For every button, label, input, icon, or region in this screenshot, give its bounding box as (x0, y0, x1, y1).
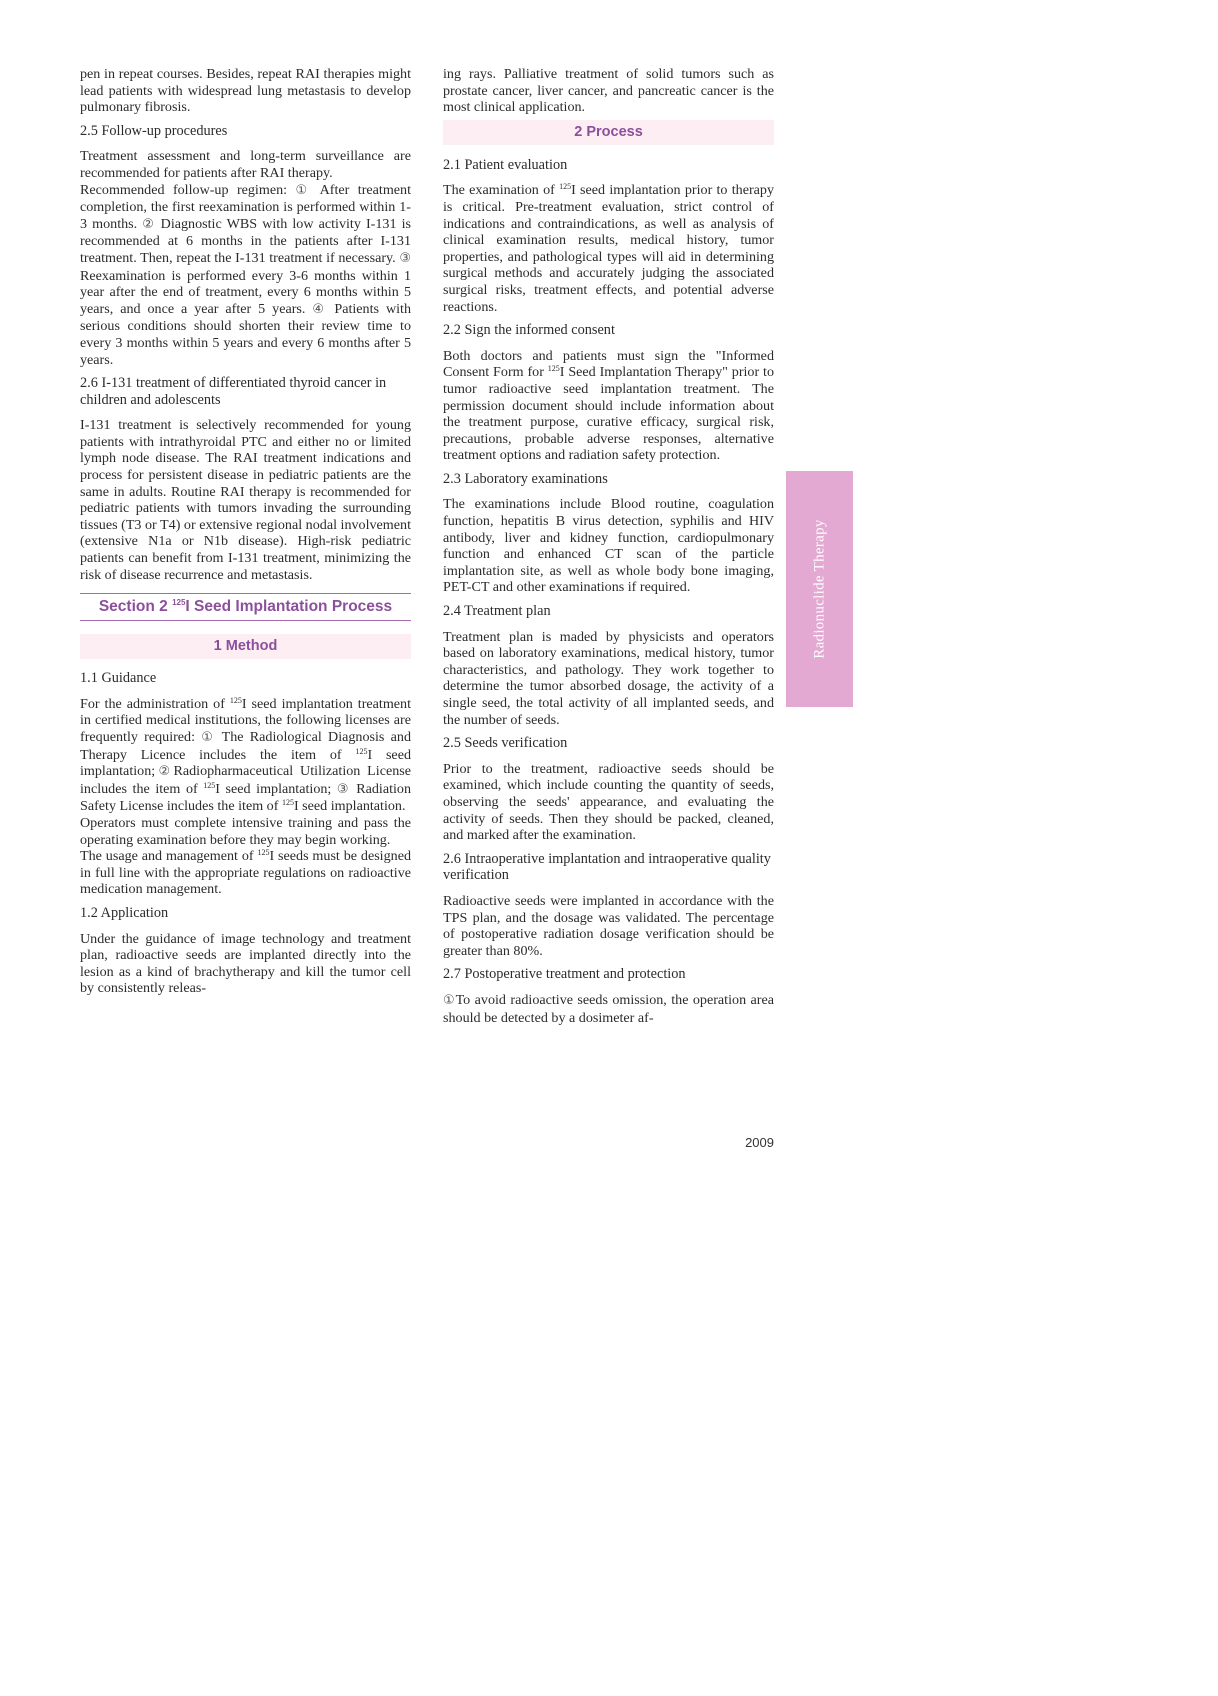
paragraph-intraoperative-implantation: Radioactive seeds were implanted in accordance with the TPS plan, and the dosage was validated. The percentage of postoperative radiation dosage verification should be greater than 80%. (443, 892, 774, 959)
circled-number-1: ① (443, 992, 456, 1008)
heading-treatment-plan: 2.4 Treatment plan (443, 603, 551, 620)
heading-postoperative-treatment: 2.7 Postoperative treatment and protection (443, 966, 686, 983)
heading-application: 1.2 Application (80, 904, 169, 921)
paragraph-continuation: pen in repeat courses. Besides, repeat RAI therapies might lead patients with widespread lung metastasis to develop pulmonary fibrosis. (80, 66, 411, 116)
paragraph-continuation-right: ing rays. Palliative treatment of solid tumors such as prostate cancer, liver cancer, and pancreatic cancer is the most clinical application. (443, 66, 774, 116)
side-tab-label: Radionuclide Therapy (811, 519, 827, 659)
paragraph-patient-evaluation: The examination of $^{125}$I seed implantation prior to therapy is critical. Pre-treatment evaluation, strict control of indications and contraindications, as well as analysis of clinical examination results, medical history, tumor properties, and pathological types will aid in determining surgical methods and accurately judging the associated surgical risks, treatment effects, and potential adverse reactions. (443, 182, 775, 315)
paragraph-guidance-management: The usage and management of $^{125}$I seeds must be designed in full line with the appropriate regulations on radioactive medication management. (80, 848, 411, 898)
circled-number-4: ④ (312, 301, 328, 317)
circled-number-2: ② (142, 216, 156, 232)
paragraph-guidance-training: Operators must complete intensive training and pass the operating examination before they may begin working. (80, 814, 411, 848)
paragraph-guidance-licenses: For the administration of $^{125}$I seed implantation treatment in certified medical institutions, the following licenses are frequently required: ① The Radiological Diagnosis and Therapy Licence includes the item of $^{125}$I seed implantation;②Radiopharmaceutical Utilization License includes the item of $^{125}$I seed implantation; ③ Radiation Safety License includes the item of $^{125}$I seed implantation. (80, 695, 412, 815)
paragraph-follow-up-regimen: Recommended follow-up regimen: ① After treatment completion, the first reexamination is performed within 1-3 months. ② Diagnostic WBS with low activity I-131 is recommended at 6 months in the patients after I-131 treatment. Then, repeat the I-131 treatment if necessary. ③ Reexamination is performed every 3-6 months within 1 year after the end of treatment, every 6 months within 5 years, and once a year after 5 years. ④ Patients with serious conditions should shorten their review time to every 3 months within 5 years and every 6 months after 5 years. (80, 181, 412, 368)
subsection-band-method: 1 Method (80, 634, 411, 659)
paragraph-informed-consent: Both doctors and patients must sign the "Informed Consent Form for $^{125}$I Seed Implantation Therapy" prior to tumor radioactive seed implantation treatment. The permission document should include information about the treatment purpose, curative efficacy, surgical risk, precautions, probable adverse responses, alternative treatment options and radiation safety protection. (443, 347, 774, 464)
paragraph-follow-up-intro: Treatment assessment and long-term surveillance are recommended for patients after RAI therapy. (80, 148, 411, 181)
side-tab (786, 471, 853, 707)
right-column (443, 66, 774, 1033)
heading-guidance: 1.1 Guidance (80, 670, 157, 687)
page-number: 2009 (745, 1135, 774, 1150)
circled-number-1: ① (295, 182, 312, 198)
heading-seeds-verification: 2.5 Seeds verification (443, 735, 568, 752)
heading-laboratory-examinations: 2.3 Laboratory examinations (443, 470, 608, 487)
paragraph-postoperative-treatment: ①To avoid radioactive seeds omission, the operation area should be detected by a dosimeter af- (443, 991, 774, 1026)
paragraph-pediatric-treatment: I-131 treatment is selectively recommended for young patients with intrathyroidal PTC and either no or limited lymph node disease. The RAI treatment indications and process for persistent disease in pediatric patients are the same in adults. Routine RAI therapy is recommended for pediatric patients with tumors invading the surrounding tissues (T3 or T4) or extensive regional nodal involvement (extensive N1a or N1b disease). High-risk pediatric patients can benefit from I-131 treatment, minimizing the risk of disease recurrence and metastasis. (80, 417, 411, 583)
heading-pediatric-treatment: 2.6 I-131 treatment of differentiated thyroid cancer in children and adolescents (80, 375, 387, 408)
paragraph-laboratory-examinations: The examinations include Blood routine, coagulation function, hepatitis B virus detection, syphilis and HIV antibody, liver and kidney function, cardiopulmonary function and enhanced CT scan of the particle implantation site, as well as whole body bone imaging, PET-CT and other examinations if required. (443, 496, 774, 596)
paragraph-seeds-verification: Prior to the treatment, radioactive seeds should be examined, which include counting the quantity of seeds, observing the seeds' appearance, and evaluating the activity of seeds. Then they should be packed, cleaned, and marked after the examination. (443, 760, 774, 844)
circled-number-3: ③ (399, 250, 411, 266)
section-heading-seed-implantation: Section 2 $^{125}$I Seed Implantation Process (80, 593, 411, 621)
heading-informed-consent: 2.2 Sign the informed consent (443, 322, 615, 339)
paragraph-treatment-plan: Treatment plan is maded by physicists and operators based on laboratory examinations, medical history, tumor characteristics, and pathology. They work together to determine the tumor absorbed dosage, the activity of a single seed, the total activity of all implanted seeds, and the number of seeds. (443, 628, 774, 728)
heading-patient-evaluation: 2.1 Patient evaluation (443, 156, 568, 173)
left-column (80, 66, 411, 1004)
heading-intraoperative-implantation: 2.6 Intraoperative implantation and intraoperative quality verification (443, 850, 771, 884)
paragraph-application: Under the guidance of image technology and treatment plan, radioactive seeds are implanted directly into the lesion as a kind of brachytherapy and kill the tumor cell by consistently releas- (80, 930, 411, 997)
subsection-band-process: 2 Process (443, 120, 774, 145)
heading-follow-up-procedures: 2.5 Follow-up procedures (80, 122, 228, 139)
